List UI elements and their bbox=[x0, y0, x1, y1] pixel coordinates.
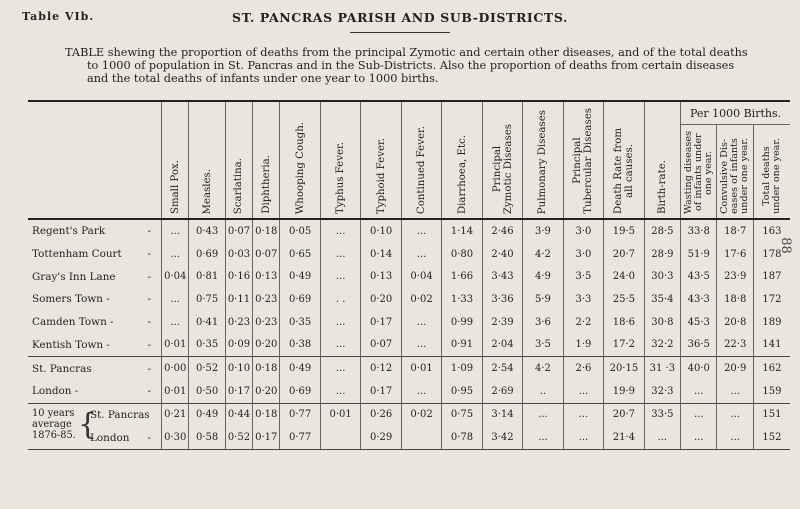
row-label-dash: - bbox=[147, 316, 152, 329]
label-column-header bbox=[28, 101, 162, 219]
table-cell: 3·43 bbox=[482, 265, 522, 288]
title-underline bbox=[350, 32, 450, 33]
table-cell: ... bbox=[320, 333, 360, 356]
table-cell: 0·09 bbox=[225, 333, 252, 356]
table-cell: ... bbox=[320, 265, 360, 288]
table-cell: 0·13 bbox=[253, 265, 280, 288]
table-cell: ... bbox=[320, 357, 360, 380]
table-cell: 3·9 bbox=[523, 219, 563, 243]
table-cell: .. bbox=[523, 380, 563, 403]
table-cell: 3·36 bbox=[482, 288, 522, 311]
row-label-text: St. Pancras bbox=[90, 408, 150, 421]
table-cell: ... bbox=[401, 219, 441, 243]
table-cell: 163 bbox=[753, 219, 790, 243]
row-label-dash: - bbox=[147, 338, 152, 351]
row-label-dash: - bbox=[147, 293, 152, 306]
table-cell: 19·5 bbox=[604, 219, 644, 243]
row-label bbox=[28, 265, 162, 288]
table-cell: ... bbox=[717, 403, 753, 426]
per-1000-births-header: Per 1000 Births. bbox=[681, 101, 790, 125]
table-cell: 0·58 bbox=[189, 426, 225, 449]
table-cell: 152 bbox=[753, 426, 790, 449]
table-cell: 0·20 bbox=[253, 333, 280, 356]
table-cell: 2·69 bbox=[482, 380, 522, 403]
table-cell: 0·69 bbox=[189, 243, 225, 266]
table-cell: 20·9 bbox=[717, 357, 753, 380]
table-cell: 18·7 bbox=[717, 219, 753, 243]
table-cell: 3·5 bbox=[563, 265, 603, 288]
table-row bbox=[28, 311, 790, 334]
table-cell: 0·75 bbox=[442, 403, 482, 426]
row-label-dash: - bbox=[147, 385, 152, 398]
table-cell: 2·2 bbox=[563, 311, 603, 334]
table-cell: 0·00 bbox=[162, 357, 189, 380]
table-cell: 3·6 bbox=[523, 311, 563, 334]
row-label-text: Camden Town - bbox=[32, 316, 114, 329]
table-cell: 0·07 bbox=[361, 333, 401, 356]
table-cell: 0·18 bbox=[253, 219, 280, 243]
table-row bbox=[28, 265, 790, 288]
col-diarrhoea: Diarrhoea, Etc. bbox=[442, 101, 482, 219]
table-cell: 3·42 bbox=[482, 426, 522, 449]
table-cell: 0·16 bbox=[225, 265, 252, 288]
table-cell: 21·4 bbox=[604, 426, 644, 449]
table-cell: 17·2 bbox=[604, 333, 644, 356]
table-cell: 20·15 bbox=[604, 357, 644, 380]
table-cell: 19·9 bbox=[604, 380, 644, 403]
table-cell: ... bbox=[162, 219, 189, 243]
table-cell: 0·02 bbox=[401, 288, 441, 311]
table-cell: ... bbox=[563, 403, 603, 426]
col-small-pox: Small Pox. bbox=[162, 101, 189, 219]
row-label bbox=[28, 243, 162, 266]
col-scarlatina: Scarlatina. bbox=[225, 101, 252, 219]
table-cell: 20·7 bbox=[604, 243, 644, 266]
row-label bbox=[28, 311, 162, 334]
table-cell: 1·33 bbox=[442, 288, 482, 311]
table-cell: 0·01 bbox=[162, 380, 189, 403]
table-cell: ... bbox=[162, 311, 189, 334]
row-label-dash: - bbox=[147, 431, 152, 444]
table-cell: 0·14 bbox=[361, 243, 401, 266]
table-cell: 0·50 bbox=[189, 380, 225, 403]
table-cell: 3·0 bbox=[563, 219, 603, 243]
table-cell: 2·04 bbox=[482, 333, 522, 356]
mortality-table bbox=[28, 100, 790, 450]
table-cell: 0·04 bbox=[401, 265, 441, 288]
table-row bbox=[28, 357, 790, 380]
table-cell: 0·49 bbox=[280, 265, 320, 288]
table-cell: 0·99 bbox=[442, 311, 482, 334]
table-cell: 0·69 bbox=[280, 288, 320, 311]
table-cell: 0·04 bbox=[162, 265, 189, 288]
table-cell: 4·2 bbox=[523, 357, 563, 380]
table-cell: 45·3 bbox=[681, 311, 717, 334]
table-cell: 4·2 bbox=[523, 243, 563, 266]
table-cell: 0·07 bbox=[253, 243, 280, 266]
col-total-infant-deaths: Total deaths under one year. bbox=[753, 125, 790, 220]
table-cell: 28·5 bbox=[644, 219, 680, 243]
table-cell: 0·29 bbox=[361, 426, 401, 449]
table-cell: 1·66 bbox=[442, 265, 482, 288]
table-cell: 0·20 bbox=[253, 380, 280, 403]
col-typhus-fever: Typhus Fever. bbox=[320, 101, 360, 219]
table-cell: 36·5 bbox=[681, 333, 717, 356]
table-row bbox=[28, 243, 790, 266]
table-cell: 0·17 bbox=[225, 380, 252, 403]
table-cell: 151 bbox=[753, 403, 790, 426]
table-cell: 0·17 bbox=[361, 311, 401, 334]
table-cell: 1·09 bbox=[442, 357, 482, 380]
table-cell: 2·54 bbox=[482, 357, 522, 380]
table-cell: 0·23 bbox=[253, 311, 280, 334]
row-label bbox=[28, 380, 162, 403]
table-cell: 17·6 bbox=[717, 243, 753, 266]
col-pulmonary-diseases: Pulmonary Diseases bbox=[523, 101, 563, 219]
table-row bbox=[28, 333, 790, 356]
table-cell: 0·01 bbox=[162, 333, 189, 356]
col-zymotic-diseases: Principal Zymotic Diseases bbox=[482, 101, 522, 219]
table-cell: 0·21 bbox=[162, 403, 189, 426]
table-cell: 141 bbox=[753, 333, 790, 356]
row-label bbox=[28, 219, 162, 243]
col-measles: Measles. bbox=[189, 101, 225, 219]
description-line-3: and the total deaths of infants under one year to 1000 births. bbox=[87, 72, 439, 85]
col-convulsive-diseases: Convulsive Dis- eases of infants under one year. bbox=[717, 125, 753, 220]
table-cell: 178 bbox=[753, 243, 790, 266]
table-cell: 0·49 bbox=[189, 403, 225, 426]
table-cell: 0·35 bbox=[189, 333, 225, 356]
table-cell: 0·26 bbox=[361, 403, 401, 426]
table-cell: 0·65 bbox=[280, 243, 320, 266]
col-typhoid-fever: Typhoid Fever. bbox=[361, 101, 401, 219]
table-cell: 0·77 bbox=[280, 426, 320, 449]
table-cell: 23·9 bbox=[717, 265, 753, 288]
table-cell: 43·5 bbox=[681, 265, 717, 288]
row-label-dash: - bbox=[147, 225, 152, 238]
table-cell: 0·78 bbox=[442, 426, 482, 449]
table-cell: 0·07 bbox=[225, 219, 252, 243]
table-cell: 0·49 bbox=[280, 357, 320, 380]
col-birth-rate: Birth-rate. bbox=[644, 101, 680, 219]
description-line-2: to 1000 of population in St. Pancras and in the Sub-Districts. Also the proportion of deaths from certain diseases bbox=[87, 59, 735, 72]
table-cell: 31 ·3 bbox=[644, 357, 680, 380]
table-cell: 0·13 bbox=[361, 265, 401, 288]
page-number: 88 bbox=[778, 237, 794, 254]
table-cell: 0·95 bbox=[442, 380, 482, 403]
table-cell: 0·52 bbox=[225, 426, 252, 449]
row-label-text: Gray's Inn Lane bbox=[32, 270, 116, 283]
table-cell: 0·23 bbox=[225, 311, 252, 334]
table-row bbox=[28, 288, 790, 311]
table-cell: ... bbox=[320, 311, 360, 334]
table-cell: 162 bbox=[753, 357, 790, 380]
table-cell: 0·69 bbox=[280, 380, 320, 403]
table-cell: 0·02 bbox=[401, 403, 441, 426]
table-cell: 0·41 bbox=[189, 311, 225, 334]
table-cell: 3·5 bbox=[523, 333, 563, 356]
row-label-text: Somers Town - bbox=[32, 293, 110, 306]
table-cell: ... bbox=[320, 243, 360, 266]
table-cell: ... bbox=[717, 380, 753, 403]
table-cell: 0·17 bbox=[361, 380, 401, 403]
row-label bbox=[28, 357, 162, 380]
table-cell: 0·01 bbox=[401, 357, 441, 380]
average-label: 10 years average 1876-85. bbox=[32, 407, 76, 441]
table-cell: 0·18 bbox=[253, 357, 280, 380]
col-continued-fever: Continued Fever. bbox=[401, 101, 441, 219]
table-cell: 30·8 bbox=[644, 311, 680, 334]
row-label-text: Tottenham Court bbox=[32, 248, 122, 261]
table-cell: ... bbox=[162, 243, 189, 266]
table-cell: ... bbox=[563, 426, 603, 449]
table-cell: 5·9 bbox=[523, 288, 563, 311]
table-cell: 2·39 bbox=[482, 311, 522, 334]
table-cell: 0·80 bbox=[442, 243, 482, 266]
row-label-dash: - bbox=[147, 270, 152, 283]
table-cell: 0·35 bbox=[280, 311, 320, 334]
row-label-dash: - bbox=[147, 362, 152, 375]
table-cell: 0·18 bbox=[253, 403, 280, 426]
table-cell: 0·10 bbox=[361, 219, 401, 243]
table-cell: 187 bbox=[753, 265, 790, 288]
table-row bbox=[28, 219, 790, 243]
row-label-text: London - bbox=[32, 385, 79, 398]
table-cell: ... bbox=[401, 333, 441, 356]
table-cell: ... bbox=[162, 288, 189, 311]
col-death-rate: Death Rate from all causes. bbox=[604, 101, 644, 219]
table-cell: 33·5 bbox=[644, 403, 680, 426]
table-cell: 2·6 bbox=[563, 357, 603, 380]
row-label bbox=[28, 426, 162, 449]
table-cell: 18·6 bbox=[604, 311, 644, 334]
table-cell: 0·10 bbox=[225, 357, 252, 380]
table-cell: ... bbox=[717, 426, 753, 449]
row-label-text: Kentish Town - bbox=[32, 338, 110, 351]
table-cell: 3·14 bbox=[482, 403, 522, 426]
row-label-text: St. Pancras bbox=[32, 362, 92, 375]
row-label-dash: - bbox=[147, 248, 152, 261]
table-cell: 0·77 bbox=[280, 403, 320, 426]
table-cell: ... bbox=[644, 426, 680, 449]
table-cell: 0·52 bbox=[189, 357, 225, 380]
col-diphtheria: Diphtheria. bbox=[253, 101, 280, 219]
table-cell: 20·8 bbox=[717, 311, 753, 334]
table-cell: 40·0 bbox=[681, 357, 717, 380]
table-cell: ... bbox=[523, 426, 563, 449]
table-cell: ... bbox=[563, 380, 603, 403]
description-line-1: TABLE shewing the proportion of deaths from the principal Zymotic and certain other diseases, and of the total deaths bbox=[65, 46, 748, 59]
table-cell: 0·23 bbox=[253, 288, 280, 311]
table-cell: ... bbox=[320, 380, 360, 403]
table-cell: 35·4 bbox=[644, 288, 680, 311]
table-cell bbox=[401, 426, 441, 449]
table-cell: ... bbox=[523, 403, 563, 426]
table-cell: 33·8 bbox=[681, 219, 717, 243]
table-cell: ... bbox=[320, 219, 360, 243]
table-reference: Table VIb. bbox=[22, 10, 95, 23]
table-cell: 0·05 bbox=[280, 219, 320, 243]
table-cell: 172 bbox=[753, 288, 790, 311]
table-cell: ... bbox=[401, 311, 441, 334]
table-cell: 18·8 bbox=[717, 288, 753, 311]
table-description bbox=[65, 46, 770, 85]
table-cell: 0·44 bbox=[225, 403, 252, 426]
table-cell: 3·0 bbox=[563, 243, 603, 266]
table-cell: 3·3 bbox=[563, 288, 603, 311]
table-cell bbox=[320, 426, 360, 449]
row-label bbox=[28, 333, 162, 356]
table-row bbox=[28, 380, 790, 403]
row-label-text: Regent's Park bbox=[32, 225, 106, 238]
table-cell: 1·9 bbox=[563, 333, 603, 356]
table-cell: 0·75 bbox=[189, 288, 225, 311]
table-body bbox=[28, 219, 790, 449]
table-cell: ... bbox=[681, 380, 717, 403]
table-cell: 0·81 bbox=[189, 265, 225, 288]
table-cell: 0·38 bbox=[280, 333, 320, 356]
table-cell: 0·01 bbox=[320, 403, 360, 426]
table-cell: 2·46 bbox=[482, 219, 522, 243]
table-cell: ... bbox=[681, 403, 717, 426]
table-cell: 28·9 bbox=[644, 243, 680, 266]
table-row bbox=[28, 403, 790, 426]
table-cell: 30·3 bbox=[644, 265, 680, 288]
table-cell: 20·7 bbox=[604, 403, 644, 426]
table-cell: . . bbox=[320, 288, 360, 311]
row-label bbox=[28, 288, 162, 311]
table-cell: 0·20 bbox=[361, 288, 401, 311]
col-whooping-cough: Whooping Cough. bbox=[280, 101, 320, 219]
table-cell: 2·40 bbox=[482, 243, 522, 266]
table-row bbox=[28, 426, 790, 449]
table-cell: 0·17 bbox=[253, 426, 280, 449]
table-cell: 22·3 bbox=[717, 333, 753, 356]
table-cell: ... bbox=[401, 243, 441, 266]
table-cell: 159 bbox=[753, 380, 790, 403]
table-cell: 0·91 bbox=[442, 333, 482, 356]
col-wasting-diseases: Wasting diseases of infants under one year. bbox=[681, 125, 717, 220]
table-cell: 0·11 bbox=[225, 288, 252, 311]
row-label-text: London bbox=[90, 431, 130, 444]
table-cell: 0·12 bbox=[361, 357, 401, 380]
table-cell: 51·9 bbox=[681, 243, 717, 266]
table-cell: 4·9 bbox=[523, 265, 563, 288]
table-cell: 32·3 bbox=[644, 380, 680, 403]
table-cell: 0·30 bbox=[162, 426, 189, 449]
page-title: ST. PANCRAS PARISH AND SUB-DISTRICTS. bbox=[232, 10, 568, 25]
table-cell: 1·14 bbox=[442, 219, 482, 243]
table-cell: 189 bbox=[753, 311, 790, 334]
table-cell: 0·03 bbox=[225, 243, 252, 266]
table-cell: 43·3 bbox=[681, 288, 717, 311]
table-cell: ... bbox=[681, 426, 717, 449]
table-cell: 25·5 bbox=[604, 288, 644, 311]
col-tubercular-diseases: Principal Tubercular Diseases bbox=[563, 101, 603, 219]
table-cell: 0·43 bbox=[189, 219, 225, 243]
table-cell: 24·0 bbox=[604, 265, 644, 288]
table-cell: 32·2 bbox=[644, 333, 680, 356]
table-cell: ... bbox=[401, 380, 441, 403]
average-brace: { bbox=[78, 406, 98, 442]
